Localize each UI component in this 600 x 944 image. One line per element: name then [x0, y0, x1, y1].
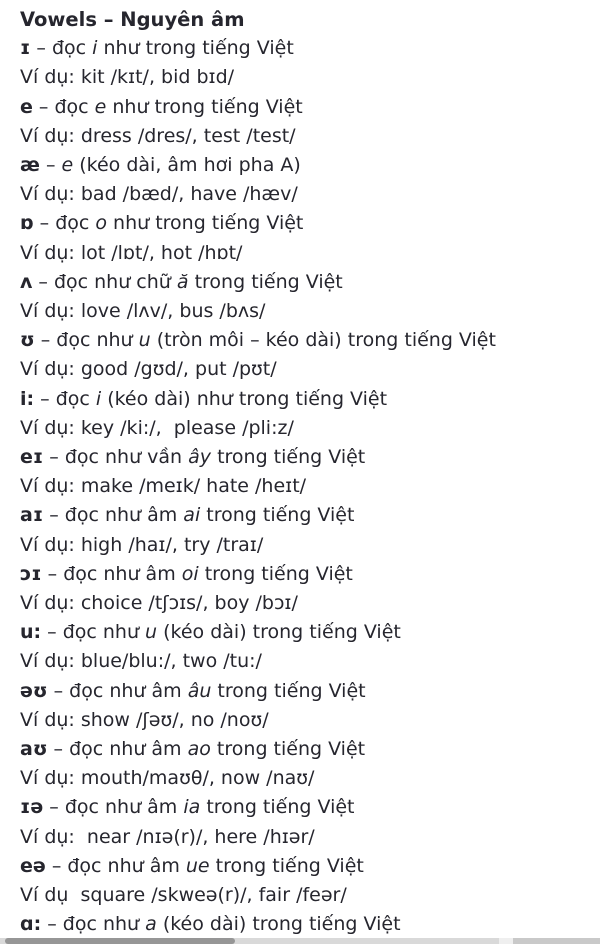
vowel-definition-row: [20, 910, 592, 939]
definition-italic-word: e: [94, 95, 107, 118]
example-text: Ví dụ: lot /lɒt/, hot /hɒt/: [20, 241, 243, 264]
ipa-symbol: u:: [20, 621, 42, 644]
definition-italic-word: oi: [181, 562, 199, 585]
definition-text-post: (kéo dài) trong tiếng Việt: [156, 913, 401, 936]
example-row: [20, 881, 592, 910]
definition-text-post: như trong tiếng Việt: [106, 212, 304, 235]
definition-text-post: trong tiếng Việt: [209, 854, 364, 877]
example-text: Ví dụ: kit /kɪt/, bid bɪd/: [20, 66, 235, 89]
example-row: [20, 531, 592, 560]
example-text: Ví dụ: key /ki:/, please /pli:z/: [20, 416, 294, 439]
vowel-list: [20, 5, 592, 940]
definition-text-post: (kéo dài) như trong tiếng Việt: [101, 387, 388, 410]
definition-italic-word: ây: [188, 446, 212, 469]
ipa-symbol: aɪ: [20, 504, 44, 527]
definition-text-pre: – đọc như vần: [43, 446, 189, 469]
example-text: Ví dụ: near /nɪə(r)/, here /hɪər/: [20, 825, 315, 848]
definition-text-pre: – đọc như: [41, 913, 146, 936]
example-row: [20, 706, 592, 735]
vowel-definition-row: [20, 618, 592, 647]
definition-text-post: như trong tiếng Việt: [97, 37, 294, 60]
vowel-definition-row: [20, 735, 592, 764]
vowel-definition-row: [20, 793, 592, 822]
example-row: [20, 589, 592, 618]
vowel-definition-row: [20, 385, 592, 414]
scrollbar-track-right: [513, 938, 600, 944]
definition-text-post: trong tiếng Việt: [211, 679, 366, 702]
definition-text-pre: – đọc như âm: [45, 854, 186, 877]
definition-italic-word: e: [61, 154, 74, 177]
example-row: [20, 63, 592, 92]
definition-text-post: (kéo dài, âm hơi pha A): [73, 154, 301, 177]
example-text: Ví dụ: high /haɪ/, try /traɪ/: [20, 533, 264, 556]
scrollbar-thumb[interactable]: [5, 938, 235, 944]
definition-text-pre: – đọc như: [41, 621, 146, 644]
ipa-symbol: eə: [20, 854, 46, 877]
vowel-definition-row: [20, 93, 592, 122]
definition-text-post: trong tiếng Việt: [211, 446, 366, 469]
definition-italic-word: ă: [176, 270, 189, 293]
ipa-symbol: ɒ: [20, 212, 34, 235]
definition-text-pre: – đọc: [32, 95, 95, 118]
example-text: Ví dụ: make /meɪk/ hate /heɪt/: [20, 475, 307, 498]
definition-text-pre: – đọc như: [34, 329, 139, 352]
ipa-symbol: eɪ: [20, 446, 44, 469]
definition-text-pre: – đọc như âm: [43, 796, 184, 819]
ipa-symbol: ɔɪ: [20, 562, 42, 585]
example-row: [20, 297, 592, 326]
definition-text-post: trong tiếng Việt: [200, 796, 355, 819]
ipa-symbol: aʊ: [20, 738, 48, 761]
vowel-definition-row: [20, 852, 592, 881]
definition-text-post: trong tiếng Việt: [210, 738, 366, 761]
ipa-symbol: ɪ: [20, 37, 31, 60]
definition-text-pre: – đọc: [30, 37, 93, 60]
definition-text-pre: – đọc: [34, 387, 96, 410]
vowel-definition-row: [20, 34, 592, 63]
vowel-definition-row: [20, 209, 592, 238]
example-text: Ví dụ: good /gʊd/, put /pʊt/: [20, 358, 277, 381]
definition-italic-word: i: [92, 37, 98, 60]
definition-italic-word: âu: [187, 679, 212, 702]
example-text: Ví dụ: dress /dres/, test /test/: [20, 124, 296, 147]
definition-text-pre: – đọc: [33, 212, 96, 235]
definition-italic-word: ai: [183, 504, 201, 527]
definition-text-pre: – đọc như âm: [43, 504, 184, 527]
example-text: Ví dụ square /skweə(r)/, fair /feər/: [20, 884, 347, 907]
ipa-symbol: e: [20, 95, 33, 118]
definition-text-post: (kéo dài) trong tiếng Việt: [157, 621, 401, 644]
example-text: Ví dụ: bad /bæd/, have /hæv/: [20, 183, 298, 206]
example-row: [20, 180, 592, 209]
ipa-symbol: ʌ: [20, 270, 33, 293]
ipa-symbol: ɪə: [20, 796, 44, 819]
definition-text-pre: – đọc như âm: [41, 562, 182, 585]
scrollbar-track-gap: [499, 938, 513, 944]
definition-italic-word: ao: [187, 738, 211, 761]
example-text: Ví dụ: show /ʃəʊ/, no /noʊ/: [20, 708, 269, 731]
definition-text-post: trong tiếng Việt: [188, 270, 343, 293]
definition-italic-word: i: [95, 387, 102, 410]
example-row: [20, 764, 592, 793]
definition-italic-word: u: [145, 621, 158, 644]
horizontal-scrollbar[interactable]: [0, 937, 600, 944]
example-row: [20, 239, 592, 268]
ipa-symbol: i:: [20, 387, 35, 410]
ipa-symbol: æ: [20, 154, 40, 177]
example-row: [20, 472, 592, 501]
ipa-symbol: əʊ: [20, 679, 48, 702]
definition-italic-word: ia: [183, 796, 201, 819]
vowel-rows-container: [20, 34, 592, 939]
vowel-definition-row: [20, 560, 592, 589]
definition-text-pre: –: [39, 154, 62, 177]
vowel-definition-row: [20, 268, 592, 297]
vowel-definition-row: [20, 443, 592, 472]
definition-text-post: (tròn môi – kéo dài) trong tiếng Việt: [150, 329, 496, 352]
example-row: [20, 823, 592, 852]
definition-text-post: trong tiếng Việt: [198, 562, 353, 585]
example-text: Ví dụ: choice /tʃɔɪs/, boy /bɔɪ/: [20, 592, 298, 615]
example-row: [20, 355, 592, 384]
definition-text-pre: – đọc như âm: [47, 679, 188, 702]
definition-italic-word: u: [138, 329, 151, 352]
example-row: [20, 647, 592, 676]
definition-italic-word: a: [145, 913, 157, 936]
definition-italic-word: ue: [185, 854, 210, 877]
example-text: Ví dụ: love /lʌv/, bus /bʌs/: [20, 300, 266, 323]
definition-text-pre: – đọc như âm: [47, 738, 188, 761]
definition-italic-word: o: [95, 212, 107, 235]
definition-text-post: như trong tiếng Việt: [106, 95, 303, 118]
ipa-symbol: ʊ: [20, 329, 35, 352]
definition-text-pre: – đọc như chữ: [32, 270, 177, 293]
ipa-symbol: ɑ:: [20, 913, 42, 936]
example-text: Ví dụ: mouth/maʊθ/, now /naʊ/: [20, 767, 315, 790]
vowel-definition-row: [20, 326, 592, 355]
example-text: Ví dụ: blue/blu:/, two /tu:/: [20, 650, 262, 673]
vowel-definition-row: [20, 151, 592, 180]
vowel-definition-row: [20, 677, 592, 706]
page-title: Vowels – Nguyên âm: [20, 8, 245, 31]
vowel-definition-row: [20, 501, 592, 530]
example-row: [20, 414, 592, 443]
definition-text-post: trong tiếng Việt: [200, 504, 355, 527]
example-row: [20, 122, 592, 151]
